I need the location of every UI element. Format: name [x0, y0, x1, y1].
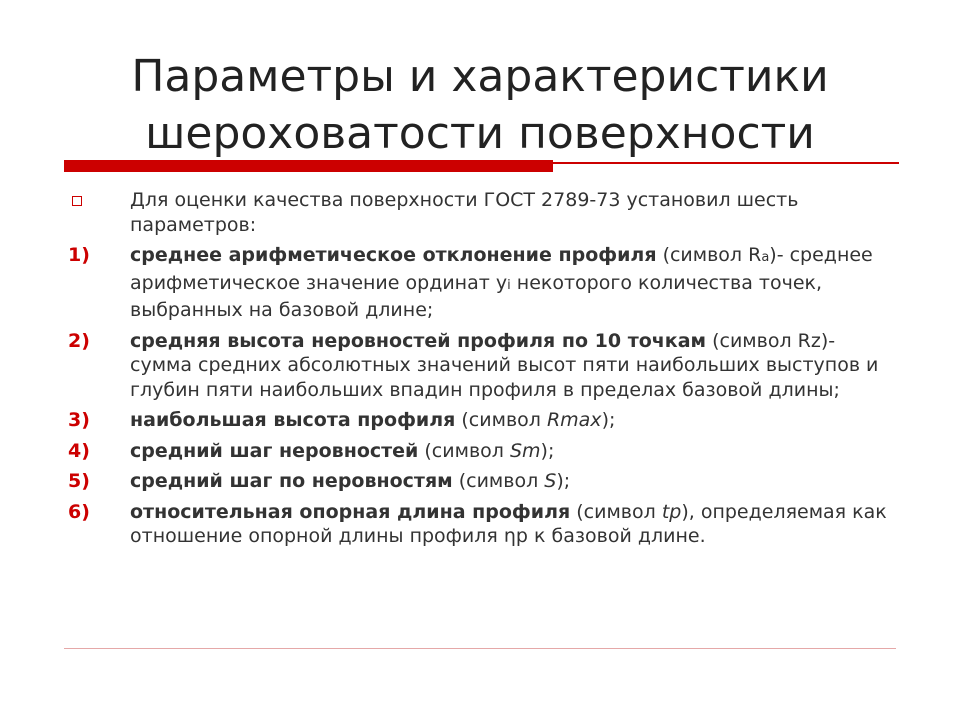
ordinate-subscript: i [507, 277, 511, 293]
term-bold: средний шаг неровностей [130, 439, 419, 462]
list-marker: 1) [68, 244, 90, 266]
term-bold: среднее арифметическое отклонение профиля [130, 244, 657, 266]
list-item-2 [68, 329, 888, 403]
intro-bullet [68, 188, 130, 237]
text-segment: ); [556, 470, 571, 492]
text-segment: некоторого количества точек, выбранных на базовой длине; [130, 271, 823, 321]
bottom-divider [64, 648, 896, 649]
text-segment: ); [601, 409, 616, 431]
list-marker: 6) [68, 500, 90, 523]
list-marker: 4) [68, 439, 90, 462]
text-segment: ); [540, 439, 555, 462]
title-underline-thin [553, 162, 899, 164]
title-underline-thick [64, 160, 553, 172]
list-item-text [130, 439, 888, 464]
list-item-text [130, 243, 888, 323]
list-item-text [130, 408, 888, 433]
text-segment: (символ [418, 439, 510, 462]
list-item-text [130, 329, 888, 403]
list-marker: 2) [68, 329, 90, 352]
list-item-6 [68, 500, 888, 549]
text-segment: ), определяемая как отношение опорной длины профиля ηр к базовой длине. [130, 500, 887, 547]
slide-title-line-2: шероховатости поверхности [145, 108, 815, 159]
term-bold: наибольшая высота профиля [130, 409, 456, 431]
term-bold: средний шаг по неровностям [130, 470, 453, 492]
term-bold: относительная опорная длина профиля [130, 500, 571, 523]
slide-title-line-1: Параметры и характеристики [131, 51, 829, 102]
symbol-subscript: a [761, 250, 770, 265]
list-item-4 [68, 439, 888, 464]
list-marker: 3) [68, 409, 90, 431]
hollow-square-icon [72, 196, 82, 206]
text-segment: (символ [455, 409, 547, 431]
text-segment: (символ Rz)- сумма средних абсолютных значений высот пяти наибольших выступов и глубин пяти наибольших впадин профиля в пределах базовой длины; [130, 329, 879, 401]
text-segment: (символ [570, 500, 662, 523]
slide-title [60, 48, 900, 162]
intro-text: Для оценки качества поверхности ГОСТ 2789-73 установил шесть параметров: [130, 189, 799, 236]
text-segment: (символ R [656, 244, 762, 266]
symbol-italic: S [544, 470, 557, 492]
symbol-italic: Rmax [546, 409, 602, 431]
list-item-text [130, 469, 888, 494]
text-segment: (символ [452, 470, 545, 492]
list-marker: 5) [68, 470, 90, 492]
content-list [68, 188, 888, 555]
list-item-1 [68, 243, 888, 323]
list-item-text [130, 500, 888, 549]
list-item-5 [68, 469, 888, 494]
term-bold: средняя высота неровностей профиля по 10 точкам [130, 329, 707, 352]
text-segment: )- среднее арифметическое значение ординат y [130, 244, 873, 294]
intro-item [68, 188, 888, 237]
list-item-3 [68, 408, 888, 433]
symbol-italic: Sm [509, 439, 541, 462]
symbol-italic: tp [661, 500, 682, 523]
